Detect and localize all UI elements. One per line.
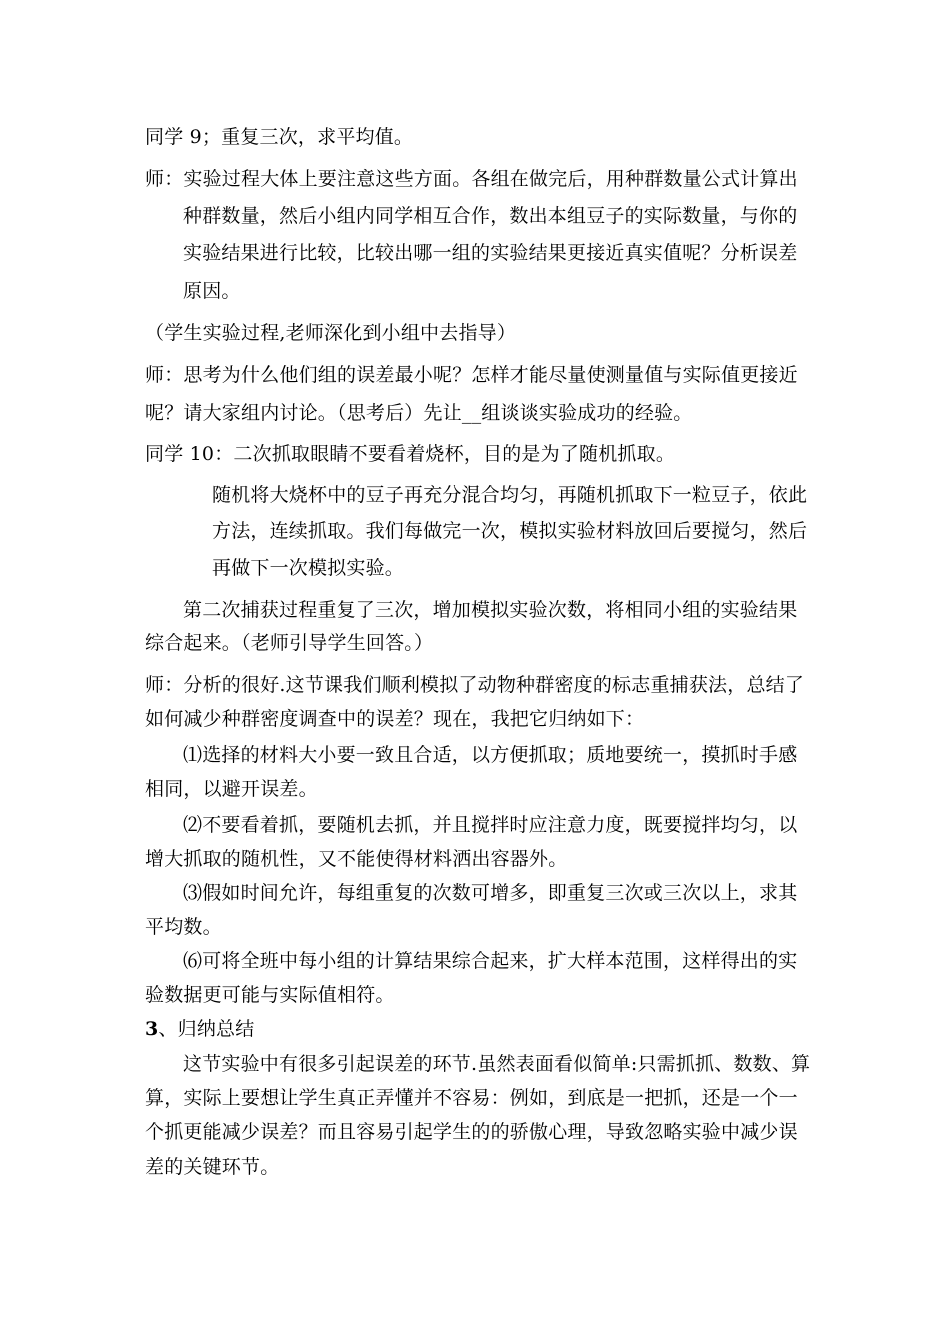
list-item: ⑶假如时间允许，每组重复的次数可增多，即重复三次或三次以上，求其 (183, 882, 798, 904)
text-line: 师：思考为什么他们组的误差最小呢？怎样才能尽量使测量值与实际值更接近 (145, 364, 798, 386)
text-line: 再做下一次模拟实验。 (212, 557, 405, 579)
list-item: ⑵不要看着抓，要随机去抓，并且搅拌时应注意力度，既要搅拌均匀，以 (183, 814, 798, 836)
text-line: 原因。 (183, 280, 241, 302)
text-line: 同学 9；重复三次，求平均值。 (145, 126, 414, 148)
section-heading-title: 、归纳总结 (158, 1018, 255, 1040)
text-line: 呢？请大家组内讨论。（思考后）先让__组谈谈实验成功的经验。 (145, 402, 693, 424)
summary-line: 算，实际上要想让学生真正弄懂并不容易：例如，到底是一把抓，还是一个一 (145, 1087, 798, 1109)
list-item-continuation: 增大抓取的随机性，又不能使得材料洒出容器外。 (145, 848, 568, 870)
text-line: 实验结果进行比较，比较出哪一组的实验结果更接近真实值呢？分析误差 (183, 242, 798, 264)
list-item: ⑴选择的材料大小要一致且合适，以方便抓取；质地要统一，摸抓时手感 (183, 744, 798, 766)
text-line: 种群数量，然后小组内同学相互合作，数出本组豆子的实际数量，与你的 (183, 205, 798, 227)
summary-line: 个抓更能减少误差？而且容易引起学生的的骄傲心理，导致忽略实验中减少误 (145, 1121, 798, 1143)
text-line: 同学 10：二次抓取眼睛不要看着烧杯，目的是为了随机抓取。 (145, 443, 676, 465)
list-item-continuation: 验数据更可能与实际值相符。 (145, 984, 395, 1006)
text-line: 师：实验过程大体上要注意这些方面。各组在做完后，用种群数量公式计算出 (145, 168, 798, 190)
text-line: （学生实验过程,老师深化到小组中去指导） (145, 322, 517, 344)
text-line: 综合起来。（老师引导学生回答。） (145, 632, 434, 654)
list-item-continuation: 平均数。 (145, 916, 222, 938)
list-item: ⑹可将全班中每小组的计算结果综合起来，扩大样本范围，这样得出的实 (183, 950, 798, 972)
summary-line: 这节实验中有很多引起误差的环节.虽然表面看似简单:只需抓抓、数数、算 (183, 1053, 811, 1075)
text-line: 第二次捕获过程重复了三次，增加模拟实验次数，将相同小组的实验结果 (183, 599, 798, 621)
text-line: 随机将大烧杯中的豆子再充分混合均匀，再随机抓取下一粒豆子，依此 (212, 484, 808, 506)
summary-line: 差的关键环节。 (145, 1156, 280, 1178)
section-heading-number: 3 (145, 1018, 159, 1040)
text-line: 如何减少种群密度调查中的误差？现在，我把它归纳如下： (145, 708, 645, 730)
section-heading (145, 1016, 254, 1042)
list-item-continuation: 相同，以避开误差。 (145, 778, 318, 800)
text-line: 师：分析的很好.这节课我们顺利模拟了动物种群密度的标志重捕获法，总结了 (145, 674, 805, 696)
text-line: 方法，连续抓取。我们每做完一次，模拟实验材料放回后要搅匀，然后 (212, 520, 808, 542)
